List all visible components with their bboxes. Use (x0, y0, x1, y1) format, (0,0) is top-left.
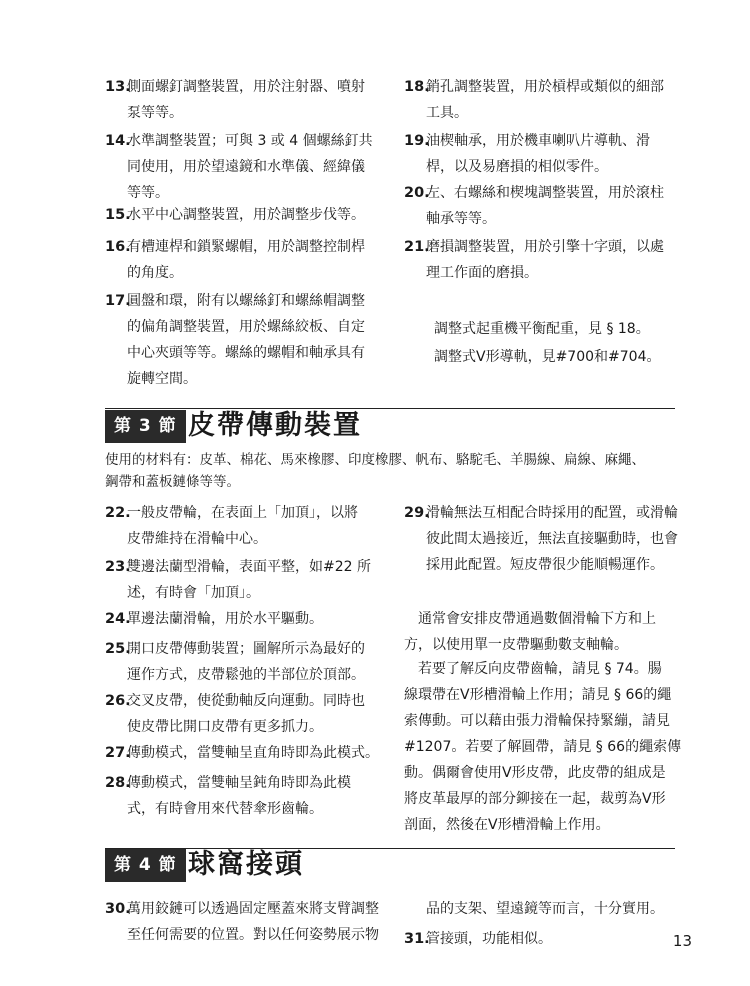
item-19-line2: 桿，以及易磨損的相似零件。 (426, 159, 608, 175)
item-14-line3: 等等。 (127, 185, 169, 201)
item-20-line2: 軸承等等。 (426, 211, 496, 227)
item-31-line1: 管接頭，功能相似。 (426, 931, 552, 947)
item-29-line1: 滑輪無法互相配合時採用的配置，或滑輪 (426, 505, 678, 521)
para1-line2: 方，以使用單一皮帶驅動數支軸輪。 (404, 637, 628, 653)
belt-paragraph-1 (404, 606, 689, 658)
item-20-line1: 左、右螺絲和楔塊調整裝置，用於滾柱 (426, 185, 664, 201)
item-13-line2: 泵等等。 (127, 105, 183, 121)
item-15: 15. 水平中心調整裝置，用於調整步伐等。 (105, 202, 390, 228)
section-3-badge: 第 3 節 (105, 410, 186, 443)
item-30-line1: 萬用鉸鏈可以透過固定壓蓋來將支臂調整 (127, 901, 379, 917)
item-28-line1: 傳動模式，當雙軸呈鈍角時即為此模 (127, 775, 351, 791)
item-26: 26. 交叉皮帶，使從動軸反向運動。同時也 使皮帶比開口皮帶有更多抓力。 (105, 688, 390, 740)
item-28-line2: 式，有時會用來代替傘形齒輪。 (127, 801, 323, 817)
section-3-materials (105, 449, 685, 493)
item-28: 28. 傳動模式，當雙軸呈鈍角時即為此模 式，有時會用來代替傘形齒輪。 (105, 770, 390, 822)
item-17: 17. 圓盤和環，附有以螺絲釘和螺絲帽調整 的偏角調整裝置，用於螺絲絞板、自定 中心夾頭等等。螺絲的螺帽和軸承具有 旋轉空間。 (105, 288, 390, 392)
item-14-line2: 同使用，用於望遠鏡和水準儀、經緯儀 (127, 159, 365, 175)
item-18-line1: 銷孔調整裝置，用於槓桿或類似的細部 (426, 79, 664, 95)
materials-line2: 鋼帶和蓋板鏈條等等。 (105, 474, 240, 490)
item-21: 21. 磨損調整裝置，用於引擎十字頭，以處 理工作面的磨損。 (404, 234, 684, 286)
belt-paragraph-2 (404, 656, 689, 838)
item-23: 23. 雙邊法蘭型滑輪，表面平整，如#22 所 述，有時會「加頂」。 (105, 554, 390, 606)
materials-line1: 使用的材料有：皮革、棉花、馬來橡膠、印度橡膠、帆布、駱駝毛、羊腸線、扁線、麻繩、 (105, 452, 645, 468)
para2-line6: 將皮革最厚的部分鉚接在一起，裁剪為V形 (404, 791, 666, 807)
item-16-line1: 有槽連桿和鎖緊螺帽，用於調整控制桿 (127, 239, 365, 255)
para2-line5: 動。偶爾會使用V形皮帶，此皮帶的組成是 (404, 765, 666, 781)
item-18: 18. 銷孔調整裝置，用於槓桿或類似的細部 工具。 (404, 74, 684, 126)
item-30-line2: 至任何需要的位置。對以任何姿勢展示物 (127, 927, 379, 943)
item-14-line1: 水準調整裝置；可與 3 或 4 個螺絲釘共 (127, 133, 373, 149)
item-22-line2: 皮帶維持在滑輪中心。 (127, 531, 267, 547)
item-17-line4: 旋轉空間。 (127, 371, 197, 387)
item-17-line3: 中心夾頭等等。螺絲的螺帽和軸承具有 (127, 345, 365, 361)
item-27: 27. 傳動模式，當雙軸呈直角時即為此模式。 (105, 740, 390, 766)
item-15-line1: 水平中心調整裝置，用於調整步伐等。 (127, 207, 365, 223)
item-13: 13. 側面螺釘調整裝置，用於注射器、噴射 泵等等。 (105, 74, 390, 126)
item-29-line3: 採用此配置。短皮帶很少能順暢運作。 (426, 557, 664, 573)
para2-line3: 索傳動。可以藉由張力滑輪保持緊繃，請見 (404, 713, 670, 729)
para2-line1: 若要了解反向皮帶齒輪，請見 § 74。腸 (404, 661, 662, 677)
item-26-line1: 交叉皮帶，使從動軸反向運動。同時也 (127, 693, 365, 709)
item-26-line2: 使皮帶比開口皮帶有更多抓力。 (127, 719, 323, 735)
para2-line7: 剖面，然後在V形槽滑輪上作用。 (404, 817, 610, 833)
section-4-badge: 第 4 節 (105, 849, 186, 882)
item-19-line1: 油楔軸承，用於機車喇叭片導軌、滑 (426, 133, 650, 149)
item-20: 20. 左、右螺絲和楔塊調整裝置，用於滾柱 軸承等等。 (404, 180, 684, 232)
item-18-line2: 工具。 (426, 105, 468, 121)
item-31: 31. 管接頭，功能相似。 (404, 926, 689, 952)
item-27-line1: 傳動模式，當雙軸呈直角時即為此模式。 (127, 745, 379, 761)
item-23-line1: 雙邊法蘭型滑輪，表面平整，如#22 所 (127, 559, 371, 575)
item-21-line1: 磨損調整裝置，用於引擎十字頭，以處 (426, 239, 664, 255)
item-17-line2: 的偏角調整裝置，用於螺絲絞板、自定 (127, 319, 365, 335)
item-25: 25. 開口皮帶傳動裝置；圖解所示為最好的 運作方式，皮帶鬆弛的半部位於頂部。 (105, 636, 390, 688)
item-13-line1: 側面螺釘調整裝置，用於注射器、噴射 (127, 79, 365, 95)
item-21-line2: 理工作面的磨損。 (426, 265, 538, 281)
section-3-title: 皮帶傳動裝置 (188, 410, 362, 441)
item-16: 16. 有槽連桿和鎖緊螺帽，用於調整控制桿 的角度。 (105, 234, 390, 286)
item-24-line1: 單邊法蘭滑輪，用於水平驅動。 (127, 611, 323, 627)
item-30: 30. 萬用鉸鏈可以透過固定壓蓋來將支臂調整 至任何需要的位置。對以任何姿勢展示物 (105, 896, 390, 948)
item-22-line1: 一般皮帶輪，在表面上「加頂」，以將 (127, 505, 358, 521)
item-29: 29. 滑輪無法互相配合時採用的配置，或滑輪 彼此間太過接近，無法直接驅動時，也會 採用此配置。短皮帶很少能順暢運作。 (404, 500, 689, 578)
crossref-note-2: 調整式V形導軌，見#700和#704。 (434, 349, 661, 365)
item-23-line2: 述，有時會「加頂」。 (127, 585, 260, 601)
crossref-note-1: 調整式起重機平衡配重，見 § 18。 (434, 321, 650, 337)
item-14: 14. 水準調整裝置；可與 3 或 4 個螺絲釘共 同使用，用於望遠鏡和水準儀、經緯儀 等等。 (105, 128, 390, 206)
item-19: 19. 油楔軸承，用於機車喇叭片導軌、滑 桿，以及易磨損的相似零件。 (404, 128, 684, 180)
item-24: 24. 單邊法蘭滑輪，用於水平驅動。 (105, 606, 390, 632)
para2-line4: #1207。若要了解圓帶，請見 § 66的繩索傳 (404, 739, 682, 755)
item-30-continuation (426, 896, 696, 922)
item-29-line2: 彼此間太過接近，無法直接驅動時，也會 (426, 531, 678, 547)
para1-line1: 通常會安排皮帶通過數個滑輪下方和上 (404, 611, 656, 627)
item-17-line1: 圓盤和環，附有以螺絲釘和螺絲帽調整 (127, 293, 365, 309)
para2-line2: 線環帶在V形槽滑輪上作用；請見 § 66的繩 (404, 687, 672, 703)
item-25-line2: 運作方式，皮帶鬆弛的半部位於頂部。 (127, 667, 365, 683)
item-25-line1: 開口皮帶傳動裝置；圖解所示為最好的 (127, 641, 365, 657)
item-16-line2: 的角度。 (127, 265, 183, 281)
page-number: 13 (672, 932, 692, 950)
item-22: 22. 一般皮帶輪，在表面上「加頂」，以將 皮帶維持在滑輪中心。 (105, 500, 390, 552)
item-30-cont-line1: 品的支架、望遠鏡等而言，十分實用。 (426, 901, 664, 917)
section-4-title: 球窩接頭 (188, 849, 304, 880)
